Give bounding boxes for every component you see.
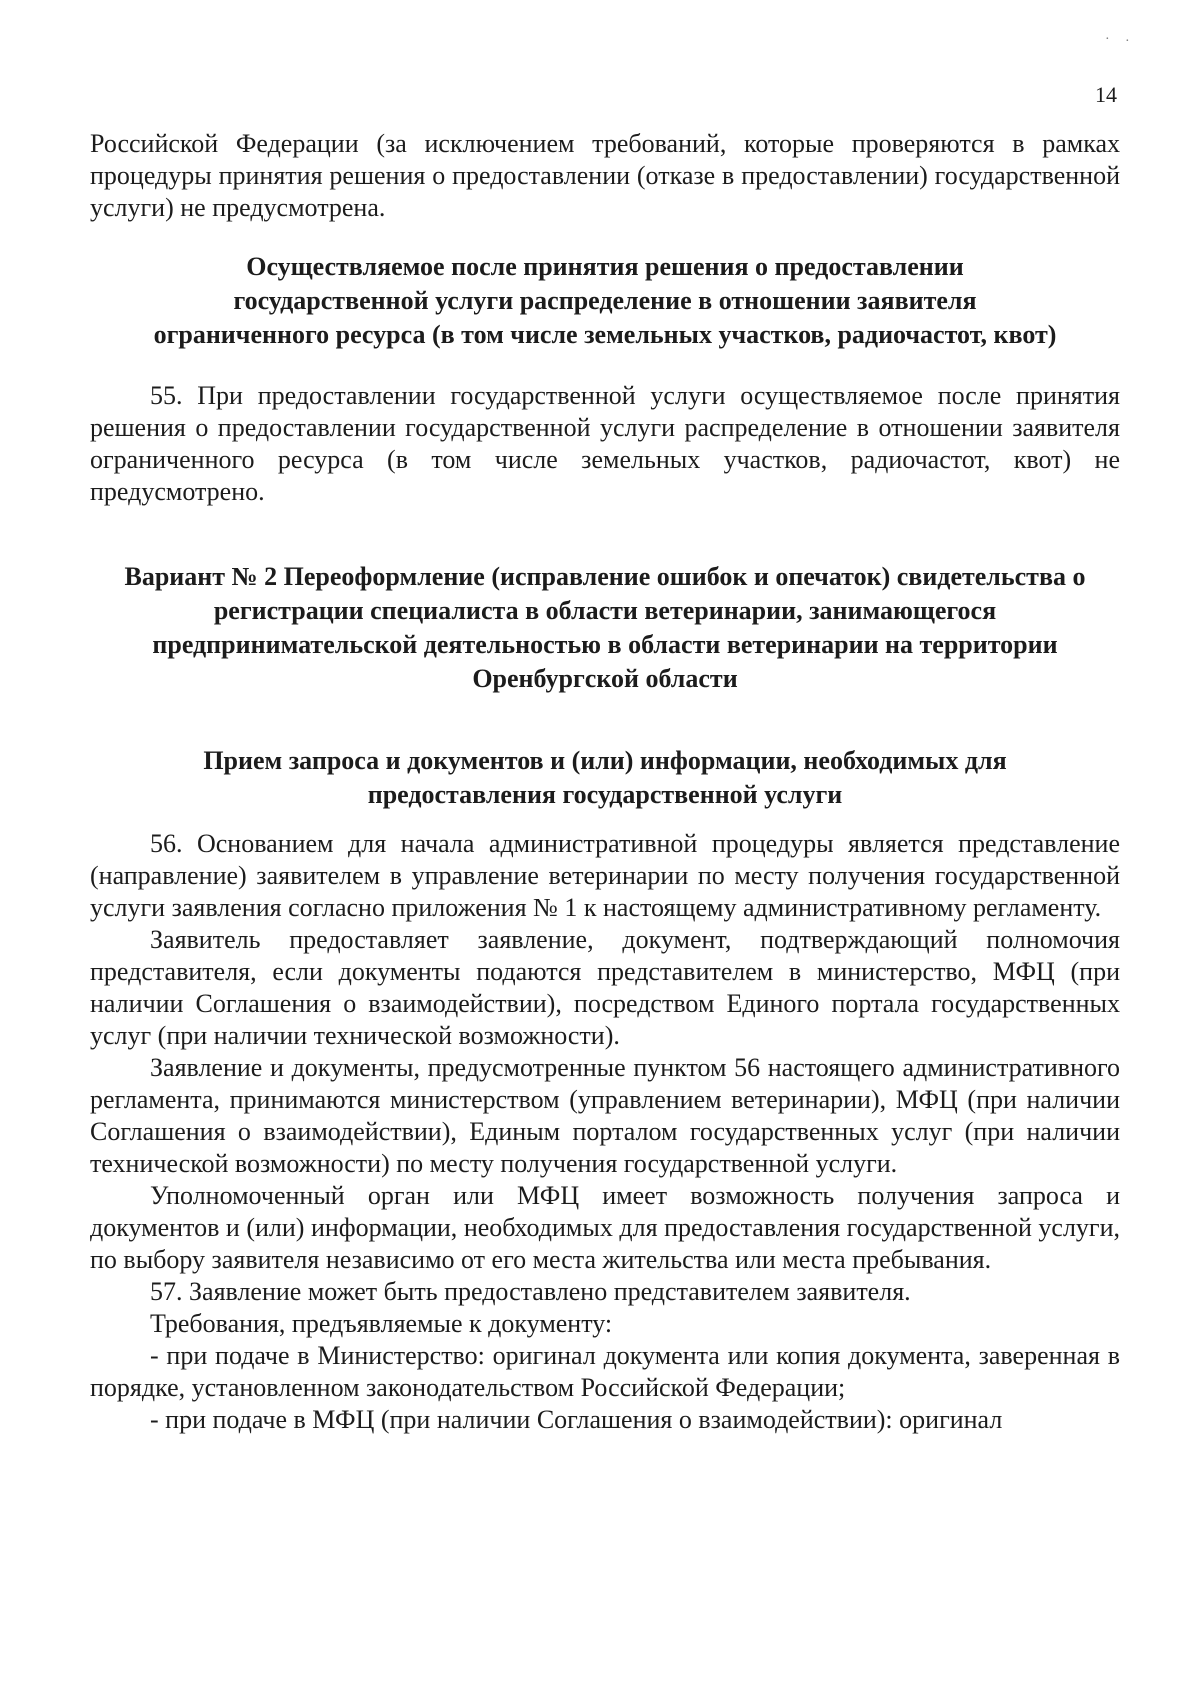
paragraph-requirements: Требования, предъявляемые к документу: [150,1309,613,1338]
paragraph-authorized-body: Уполномоченный орган или МФЦ имеет возможность получения запроса и документов и (или) информации, необходимых для предоставления государственной услуги, по выбору заявителя независимо от его места жительства или места пребывания. [90,1181,1120,1274]
heading-resource-allocation: Осуществляемое после принятия решения о предоставлении государственной услуги распределение в отношении заявителя ограниченного ресурса (в том числе земельных участков, радиочастот, квот) [153,252,1057,349]
scan-speck: · [1125,34,1130,49]
heading-variant-2: Вариант № 2 Переоформление (исправление ошибок и опечаток) свидетельства о регистрации специалиста в области ветеринарии, занимающегося предпринимательской деятельностью в области ветеринарии на территории Оренбургской области [124,562,1086,693]
document-body [90,128,1120,1436]
paragraph-applicant-submission: Заявитель предоставляет заявление, документ, подтверждающий полномочия представителя, если документы подаются представителем в министерство, МФЦ (при наличии Соглашения о взаимодействии), посредством Единого портала государственных услуг (при наличии технической возможности). [90,925,1120,1050]
paragraph-documents-accepted: Заявление и документы, предусмотренные пунктом 56 настоящего административного регламента, принимаются министерством (управлением ветеринарии), МФЦ (при наличии Соглашения о взаимодействии), Единым порталом государственных услуг (при наличии технической возможности) по месту получения государственной услуги. [90,1053,1120,1178]
page-number: 14 [1095,82,1117,107]
scan-speck: · [1105,32,1110,47]
intro-paragraph: Российской Федерации (за исключением требований, которые проверяются в рамках процедуры принятия решения о предоставлении (отказе в предоставлении) государственной услуги) не предусмотрена. [90,129,1120,222]
heading-request-reception: Прием запроса и документов и (или) информации, необходимых для предоставления государственной услуги [203,746,1007,809]
paragraph-56: 56. Основанием для начала административной процедуры является представление (направление) заявителем в управление ветеринарии по месту получения государственной услуги заявления согласно приложения № 1 к настоящему административному регламенту. [90,829,1120,922]
paragraph-55: 55. При предоставлении государственной услуги осуществляемое после принятия решения о предоставлении государственной услуги распределение в отношении заявителя ограниченного ресурса (в том числе земельных участков, радиочастот, квот) не предусмотрено. [90,381,1120,506]
paragraph-ministry-submission: - при подаче в Министерство: оригинал документа или копия документа, заверенная в порядке, установленном законодательством Российской Федерации; [90,1341,1120,1402]
paragraph-mfc-submission: - при подаче в МФЦ (при наличии Соглашения о взаимодействии): оригинал [150,1405,1003,1434]
paragraph-57: 57. Заявление может быть предоставлено представителем заявителя. [150,1277,911,1306]
